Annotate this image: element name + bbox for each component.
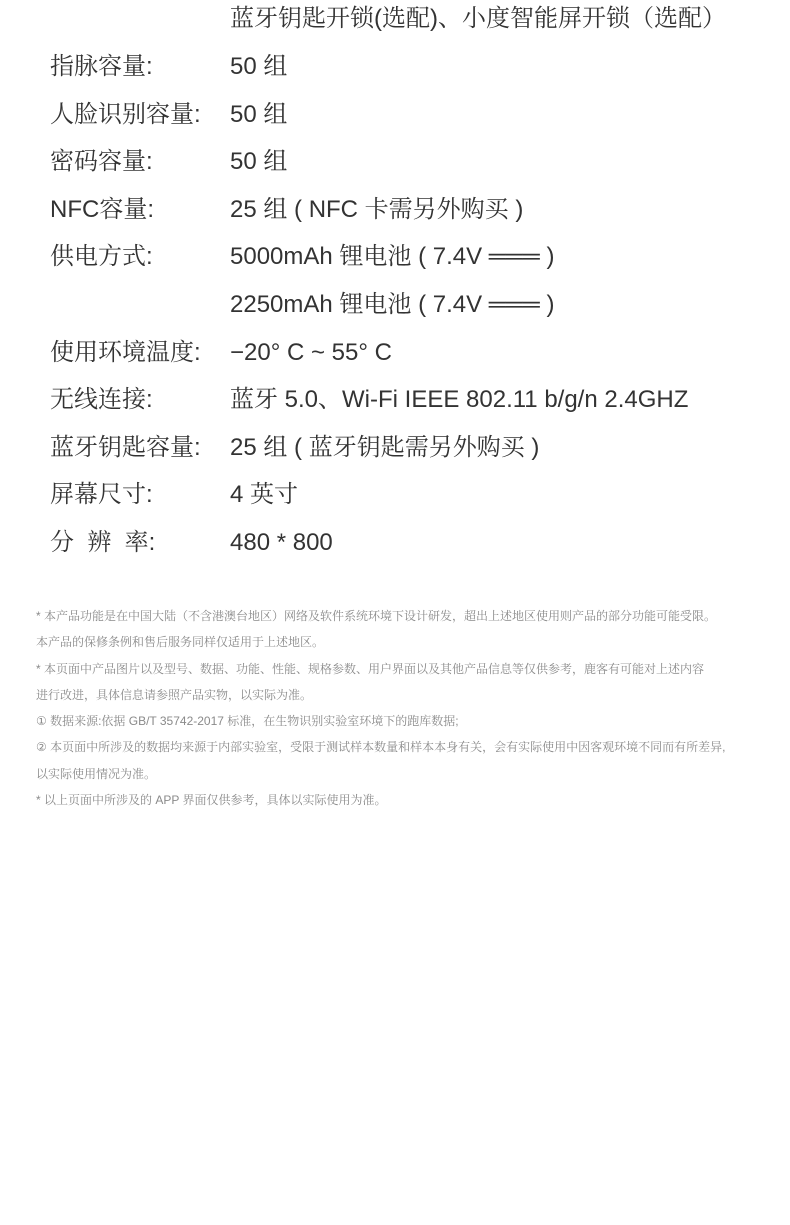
spec-row-password-capacity [0, 138, 790, 186]
spec-value: 25 组 ( NFC 卡需另外购买 ) [230, 196, 524, 223]
spec-value: 蓝牙 5.0、Wi-Fi IEEE 802.11 b/g/n 2.4GHZ [230, 386, 689, 413]
spec-value: 480 * 800 [230, 529, 333, 556]
spec-row-bluetooth-key-capacity [0, 424, 790, 472]
spec-value: 蓝牙钥匙开锁(选配)、小度智能屏开锁（选配） [230, 5, 726, 32]
spec-row-screen-size [0, 471, 790, 519]
spec-row-fingerprint-capacity [0, 43, 790, 91]
footnote-line: ① 数据来源:依据 GB/T 35742-2017 标准，在生物识别实验室环境下的跑库数据; [36, 714, 459, 729]
spec-label: 人脸识别容量: [50, 101, 201, 128]
footnote-line: ② 本页面中所涉及的数据均来源于内部实验室，受限于测试样本数量和样本本身有关，会有实际使用中因客观环境不同而有所差异, [36, 740, 726, 755]
spec-value: 50 组 [230, 148, 288, 175]
spec-row-temperature [0, 329, 790, 377]
spec-value: 50 组 [230, 101, 288, 128]
spec-row-power-supply-alt [0, 281, 790, 329]
spec-label: NFC容量: [50, 196, 154, 223]
spec-value: 4 英寸 [230, 481, 299, 508]
spec-label: 供电方式: [50, 243, 153, 270]
spec-value: 25 组 ( 蓝牙钥匙需另外购买 ) [230, 434, 540, 461]
spec-row-wireless [0, 376, 790, 424]
footnote-line: * 以上页面中所涉及的 APP 界面仅供参考，具体以实际使用为准。 [36, 793, 387, 808]
spec-label: 分 辨 率: [50, 529, 156, 556]
footnote-line: * 本产品功能是在中国大陆（不含港澳台地区）网络及软件系统环境下设计研发，超出上述地区使用则产品的部分功能可能受限。 [36, 609, 717, 623]
footnote-line: 本产品的保修条例和售后服务同样仅适用于上述地区。 [36, 635, 325, 650]
spec-row-bluetooth-unlock [0, 0, 790, 43]
spec-value: 5000mAh 锂电池 ( 7.4V ═══ ) [230, 243, 555, 270]
spec-label: 指脉容量: [50, 53, 153, 80]
spec-label: 使用环境温度: [50, 339, 201, 366]
spec-label: 蓝牙钥匙容量: [50, 434, 201, 461]
spec-row-nfc-capacity [0, 186, 790, 234]
spec-label: 无线连接: [50, 386, 153, 413]
spec-row-resolution [0, 519, 790, 567]
spec-row-power-supply [0, 233, 790, 281]
footnote-line: * 本页面中产品图片以及型号、数据、功能、性能、规格参数、用户界面以及其他产品信息等仅供参考，鹿客有可能对上述内容 [36, 661, 705, 676]
spec-value: −20° C ~ 55° C [230, 339, 392, 366]
footnote-line: 进行改进，具体信息请参照产品实物，以实际为准。 [36, 687, 313, 702]
spec-label: 屏幕尺寸: [50, 481, 153, 508]
spec-label: 密码容量: [50, 148, 153, 175]
spec-row-face-capacity [0, 91, 790, 139]
footnote-line: 以实际使用情况为准。 [36, 766, 157, 781]
footnotes [36, 603, 756, 813]
spec-value: 2250mAh 锂电池 ( 7.4V ═══ ) [230, 291, 555, 318]
spec-value: 50 组 [230, 53, 288, 80]
